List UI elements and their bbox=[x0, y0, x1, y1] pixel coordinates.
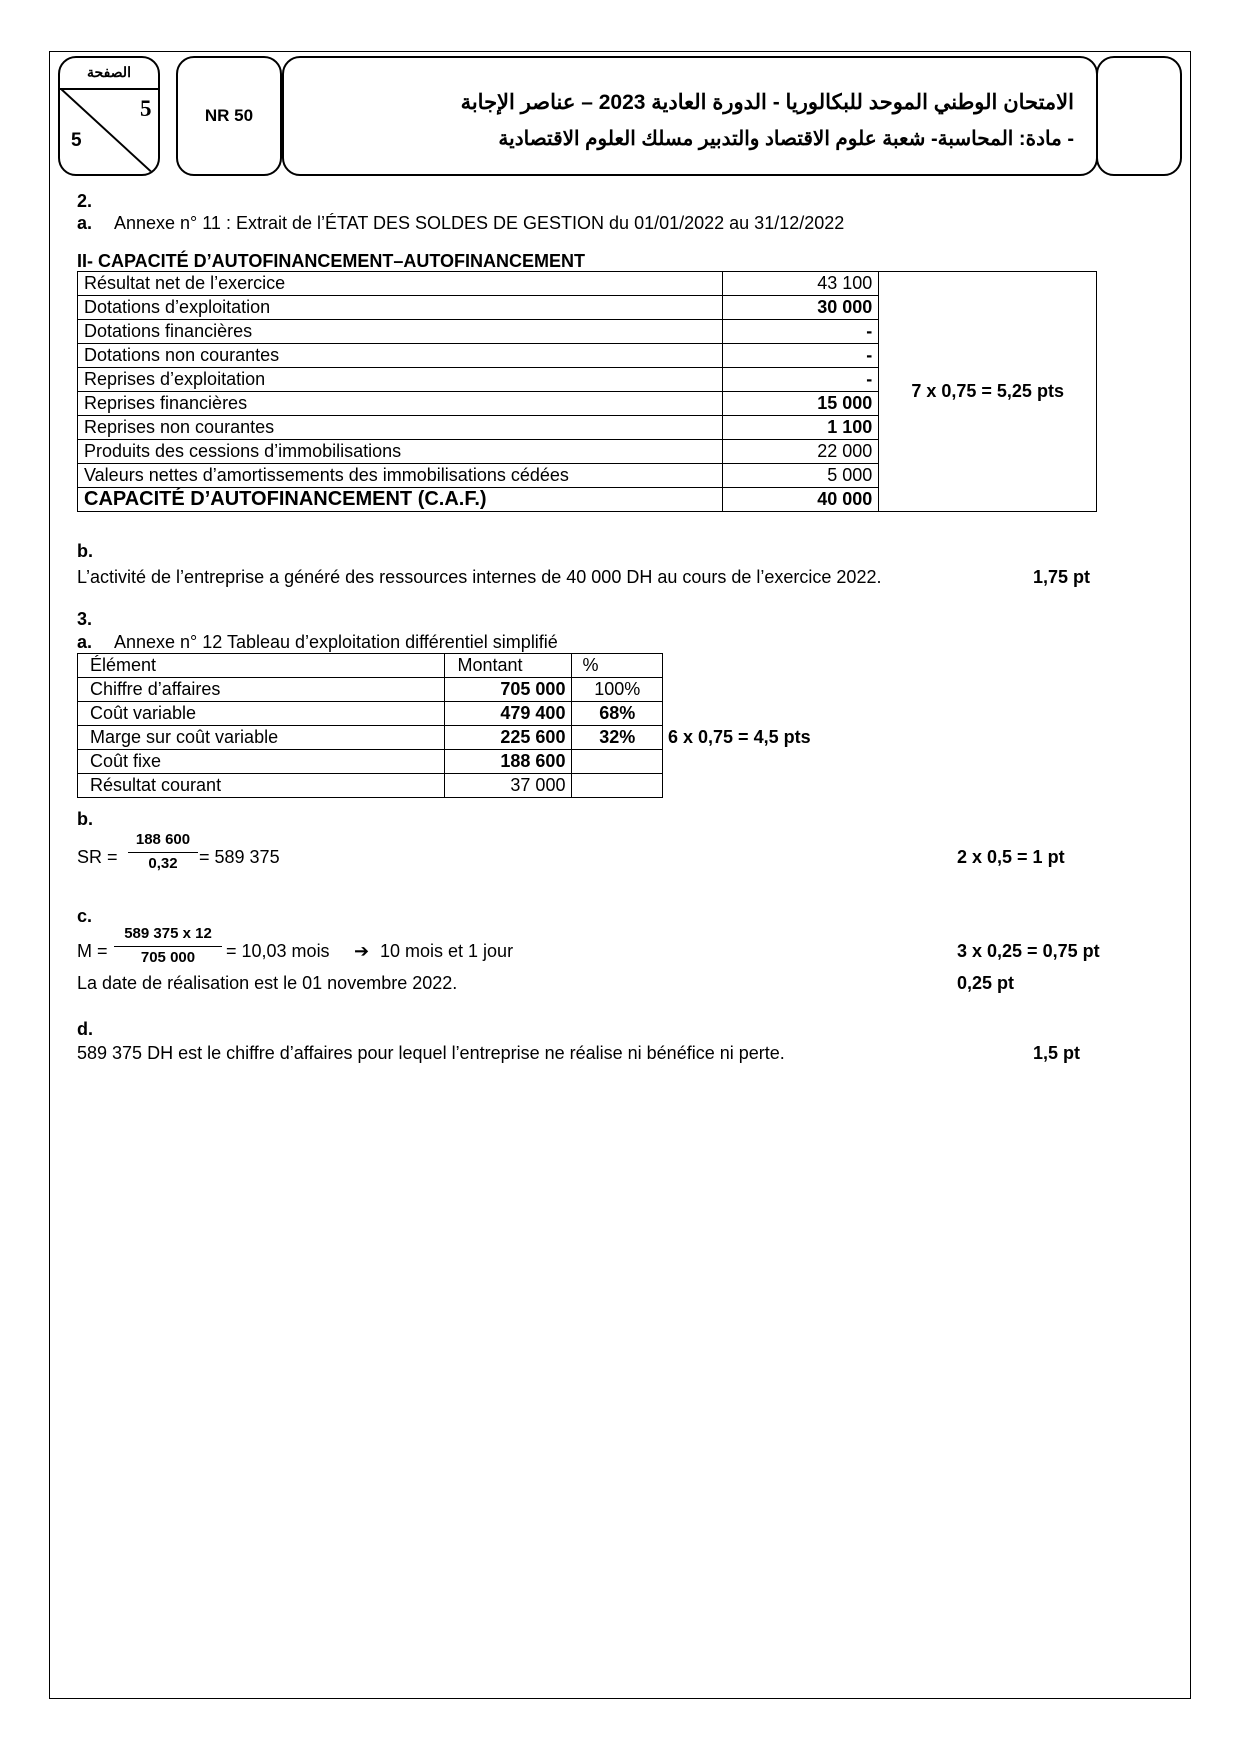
section-3d-points: 1,5 pt bbox=[1033, 1043, 1081, 1063]
caf-table bbox=[77, 271, 1097, 512]
caf-row-value: 5 000 bbox=[722, 464, 878, 488]
page-current: 5 bbox=[140, 96, 152, 121]
section-3d-text: 589 375 DH est le chiffre d’affaires pour lequel l’entreprise ne réalise ni bénéfice ni perte. bbox=[77, 1043, 785, 1063]
section-3c-date-text: La date de réalisation est le 01 novembre 2022. bbox=[77, 973, 458, 993]
exam-code-box bbox=[176, 56, 282, 176]
caf-row-label: Résultat net de l’exercice bbox=[78, 272, 723, 296]
expl-row-label: Chiffre d’affaires bbox=[78, 678, 445, 702]
section-2b-points: 1,75 pt bbox=[1033, 567, 1091, 587]
caf-row-value: 15 000 bbox=[722, 392, 878, 416]
table-header: Montant bbox=[445, 654, 572, 678]
header-empty-box bbox=[1096, 56, 1182, 176]
table-row bbox=[78, 726, 663, 750]
exam-code: NR 50 bbox=[204, 106, 254, 125]
fraction-bar bbox=[128, 852, 198, 853]
section-2-number: 2. bbox=[77, 191, 93, 211]
caf-row-label: Reprises non courantes bbox=[78, 416, 723, 440]
caf-row-label: Valeurs nettes d’amortissements des immobilisations cédées bbox=[78, 464, 723, 488]
caf-row-value: 30 000 bbox=[722, 296, 878, 320]
exam-title-line1: الامتحان الوطني الموحد للبكالوريا - الدورة العادية 2023 – عناصر الإجابة bbox=[460, 91, 1074, 114]
expl-row-pct: 100% bbox=[572, 678, 663, 702]
caf-row-label: Produits des cessions d’immobilisations bbox=[78, 440, 723, 464]
exploitation-table bbox=[77, 653, 663, 798]
m-denominator: 705 000 bbox=[140, 949, 196, 966]
sr-rhs: = 589 375 bbox=[199, 847, 280, 867]
m-lhs: M = bbox=[77, 941, 108, 961]
section-3c-label: c. bbox=[77, 906, 93, 926]
section-3a-label: a. bbox=[77, 632, 93, 652]
caf-row-value: - bbox=[722, 344, 878, 368]
section-2a-text: Annexe n° 11 : Extrait de l’ÉTAT DES SOLDES DE GESTION du 01/01/2022 au 31/12/2022 bbox=[114, 213, 845, 233]
section-3a-text: Annexe n° 12 Tableau d’exploitation différentiel simplifié bbox=[114, 632, 558, 652]
expl-row-amount: 225 600 bbox=[445, 726, 572, 750]
sr-numerator: 188 600 bbox=[135, 831, 191, 848]
section-2b-text: L’activité de l’entreprise a généré des ressources internes de 40 000 DH au cours de l’exercice 2022. bbox=[77, 567, 882, 587]
section-3c-points: 3 x 0,25 = 0,75 pt bbox=[957, 941, 1100, 961]
caf-table-title: II- CAPACITÉ D’AUTOFINANCEMENT–AUTOFINANCEMENT bbox=[77, 251, 585, 271]
expl-row-amount: 188 600 bbox=[445, 750, 572, 774]
m-result: 10 mois et 1 jour bbox=[380, 941, 514, 961]
sr-lhs: SR = bbox=[77, 847, 118, 867]
table-row bbox=[78, 272, 1097, 296]
section-3b-points: 2 x 0,5 = 1 pt bbox=[957, 847, 1065, 867]
table-row bbox=[78, 654, 663, 678]
exam-title-box bbox=[282, 56, 1098, 176]
caf-row-value: - bbox=[722, 368, 878, 392]
caf-row-label: Reprises d’exploitation bbox=[78, 368, 723, 392]
m-rhs: = 10,03 mois bbox=[226, 941, 330, 961]
section-2b-label: b. bbox=[77, 541, 93, 561]
caf-points: 7 x 0,75 = 5,25 pts bbox=[879, 272, 1097, 512]
caf-row-label: Reprises financières bbox=[78, 392, 723, 416]
section-3a-points: 6 x 0,75 = 4,5 pts bbox=[668, 727, 811, 747]
expl-row-amount: 705 000 bbox=[445, 678, 572, 702]
table-row bbox=[78, 678, 663, 702]
table-header: Élément bbox=[78, 654, 445, 678]
sr-denominator: 0,32 bbox=[148, 855, 178, 872]
expl-row-label: Résultat courant bbox=[78, 774, 445, 798]
table-row bbox=[78, 774, 663, 798]
caf-total-value: 40 000 bbox=[722, 488, 878, 512]
caf-row-label: Dotations financières bbox=[78, 320, 723, 344]
expl-row-label: Coût variable bbox=[78, 702, 445, 726]
sr-fraction bbox=[128, 830, 198, 873]
m-numerator: 589 375 x 12 bbox=[124, 925, 212, 942]
expl-row-amount: 37 000 bbox=[445, 774, 572, 798]
caf-row-value: 43 100 bbox=[722, 272, 878, 296]
caf-row-value: 1 100 bbox=[722, 416, 878, 440]
table-row bbox=[78, 750, 663, 774]
page-label: الصفحة bbox=[60, 58, 158, 90]
arrow-icon: ➔ bbox=[354, 941, 370, 961]
section-2a-label: a. bbox=[77, 213, 93, 233]
section-3d-label: d. bbox=[77, 1019, 93, 1039]
expl-row-pct bbox=[572, 750, 663, 774]
expl-row-amount: 479 400 bbox=[445, 702, 572, 726]
exam-title-line2: - مادة: المحاسبة- شعبة علوم الاقتصاد والتدبير مسلك العلوم الاقتصادية bbox=[498, 128, 1074, 150]
section-3b-label: b. bbox=[77, 809, 93, 829]
fraction-bar bbox=[114, 946, 222, 947]
caf-row-value: 22 000 bbox=[722, 440, 878, 464]
section-3-number: 3. bbox=[77, 609, 93, 629]
table-row bbox=[78, 702, 663, 726]
page-total: 5 bbox=[71, 130, 82, 151]
expl-row-pct: 68% bbox=[572, 702, 663, 726]
caf-row-value: - bbox=[722, 320, 878, 344]
expl-row-label: Marge sur coût variable bbox=[78, 726, 445, 750]
m-fraction bbox=[114, 924, 222, 967]
caf-total-label: CAPACITÉ D’AUTOFINANCEMENT (C.A.F.) bbox=[78, 488, 723, 512]
expl-row-pct bbox=[572, 774, 663, 798]
expl-row-label: Coût fixe bbox=[78, 750, 445, 774]
expl-row-pct: 32% bbox=[572, 726, 663, 750]
caf-row-label: Dotations non courantes bbox=[78, 344, 723, 368]
caf-row-label: Dotations d’exploitation bbox=[78, 296, 723, 320]
section-3c-date-points: 0,25 pt bbox=[957, 973, 1015, 993]
table-header: % bbox=[572, 654, 663, 678]
